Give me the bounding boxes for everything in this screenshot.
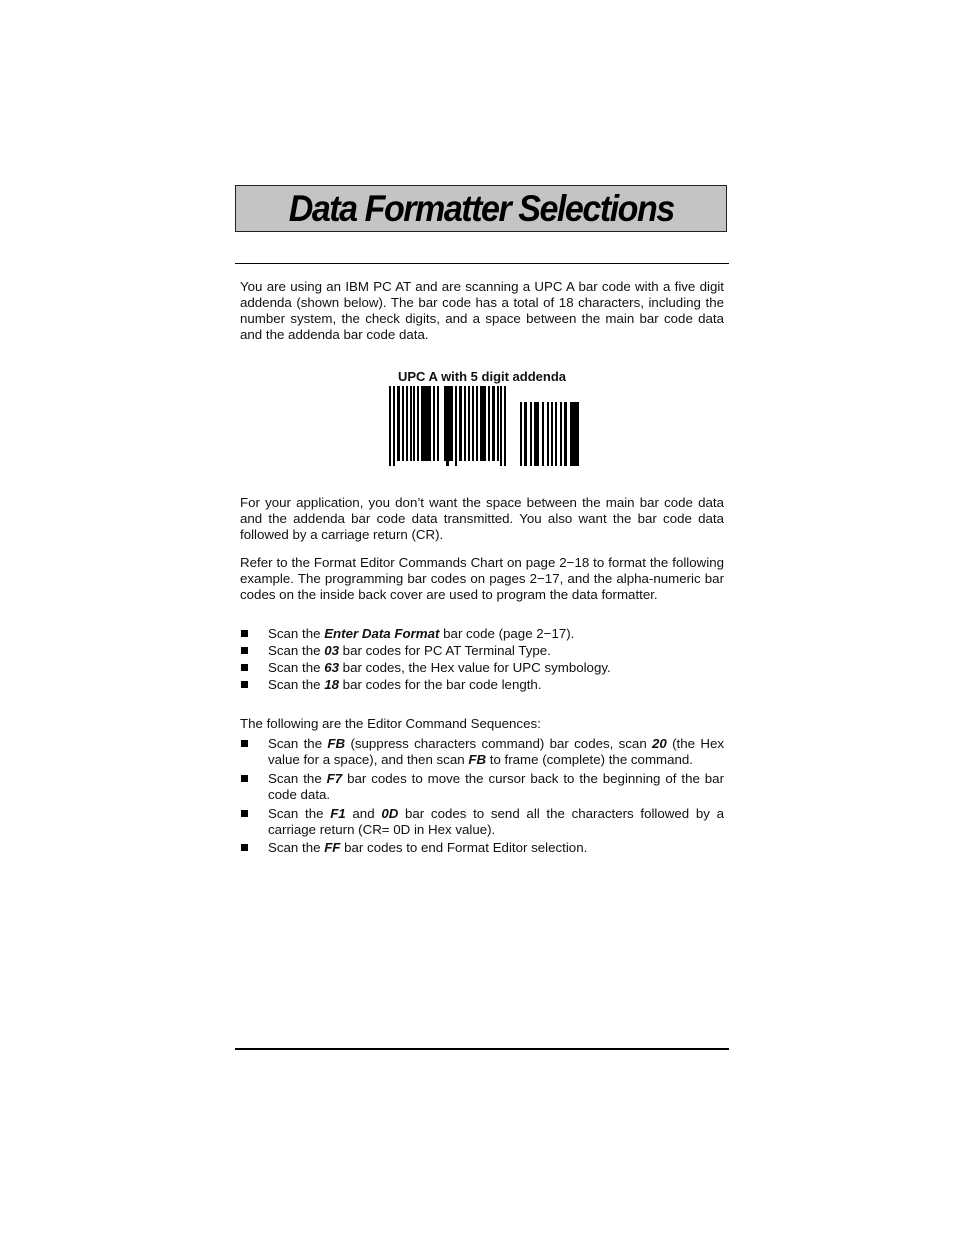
list-item: Scan the 18 bar codes for the bar code length. bbox=[240, 677, 724, 693]
bullet-icon bbox=[241, 681, 248, 688]
bullet-icon bbox=[241, 647, 248, 654]
bottom-divider bbox=[235, 1048, 729, 1050]
reference-paragraph: Refer to the Format Editor Commands Chart on page 2−18 to format the following example. The programming bar codes on pages 2−17, and the alpha-numeric bar codes on the inside back cover are used to program the data formatter. bbox=[240, 555, 724, 602]
list-item: Scan the 63 bar codes, the Hex value for UPC symbology. bbox=[240, 660, 724, 676]
upc-main-bars bbox=[389, 386, 506, 466]
upc-barcode-image bbox=[389, 386, 581, 470]
barcode-caption: UPC A with 5 digit addenda bbox=[397, 369, 567, 384]
upc-addenda-bars bbox=[520, 402, 579, 466]
page-title-banner bbox=[235, 185, 727, 232]
list-item: Scan the FF bar codes to end Format Editor selection. bbox=[240, 840, 724, 856]
bullet-icon bbox=[241, 740, 248, 747]
bullet-icon bbox=[241, 664, 248, 671]
page-title: Data Formatter Selections bbox=[288, 187, 674, 229]
sequences-intro: The following are the Editor Command Sequences: bbox=[240, 716, 541, 731]
bullet-icon bbox=[241, 810, 248, 817]
list-item: Scan the FB (suppress characters command) bar codes, scan 20 (the Hex value for a space), and then scan FB to frame (complete) the command. bbox=[240, 736, 724, 768]
setup-steps-list bbox=[240, 626, 724, 693]
application-paragraph: For your application, you don’t want the space between the main bar code data and the addenda bar code data transmitted. You also want the bar code data followed by a carriage return (CR). bbox=[240, 495, 724, 542]
list-item: Scan the 03 bar codes for PC AT Terminal Type. bbox=[240, 643, 724, 659]
list-item: Scan the Enter Data Format bar code (page 2−17). bbox=[240, 626, 724, 642]
intro-paragraph: You are using an IBM PC AT and are scanning a UPC A bar code with a five digit addenda (shown below). The bar code has a total of 18 characters, including the number system, the check digits, and a space between the main bar code data and the addenda bar code data. bbox=[240, 279, 724, 342]
bullet-icon bbox=[241, 775, 248, 782]
bullet-icon bbox=[241, 844, 248, 851]
bullet-icon bbox=[241, 630, 248, 637]
list-item: Scan the F7 bar codes to move the cursor back to the beginning of the bar code data. bbox=[240, 771, 724, 803]
editor-sequences-list bbox=[240, 736, 724, 856]
top-divider bbox=[235, 263, 729, 264]
list-item: Scan the F1 and 0D bar codes to send all the characters followed by a carriage return (CR= 0D in Hex value). bbox=[240, 806, 724, 838]
barcode-figure bbox=[389, 369, 581, 469]
